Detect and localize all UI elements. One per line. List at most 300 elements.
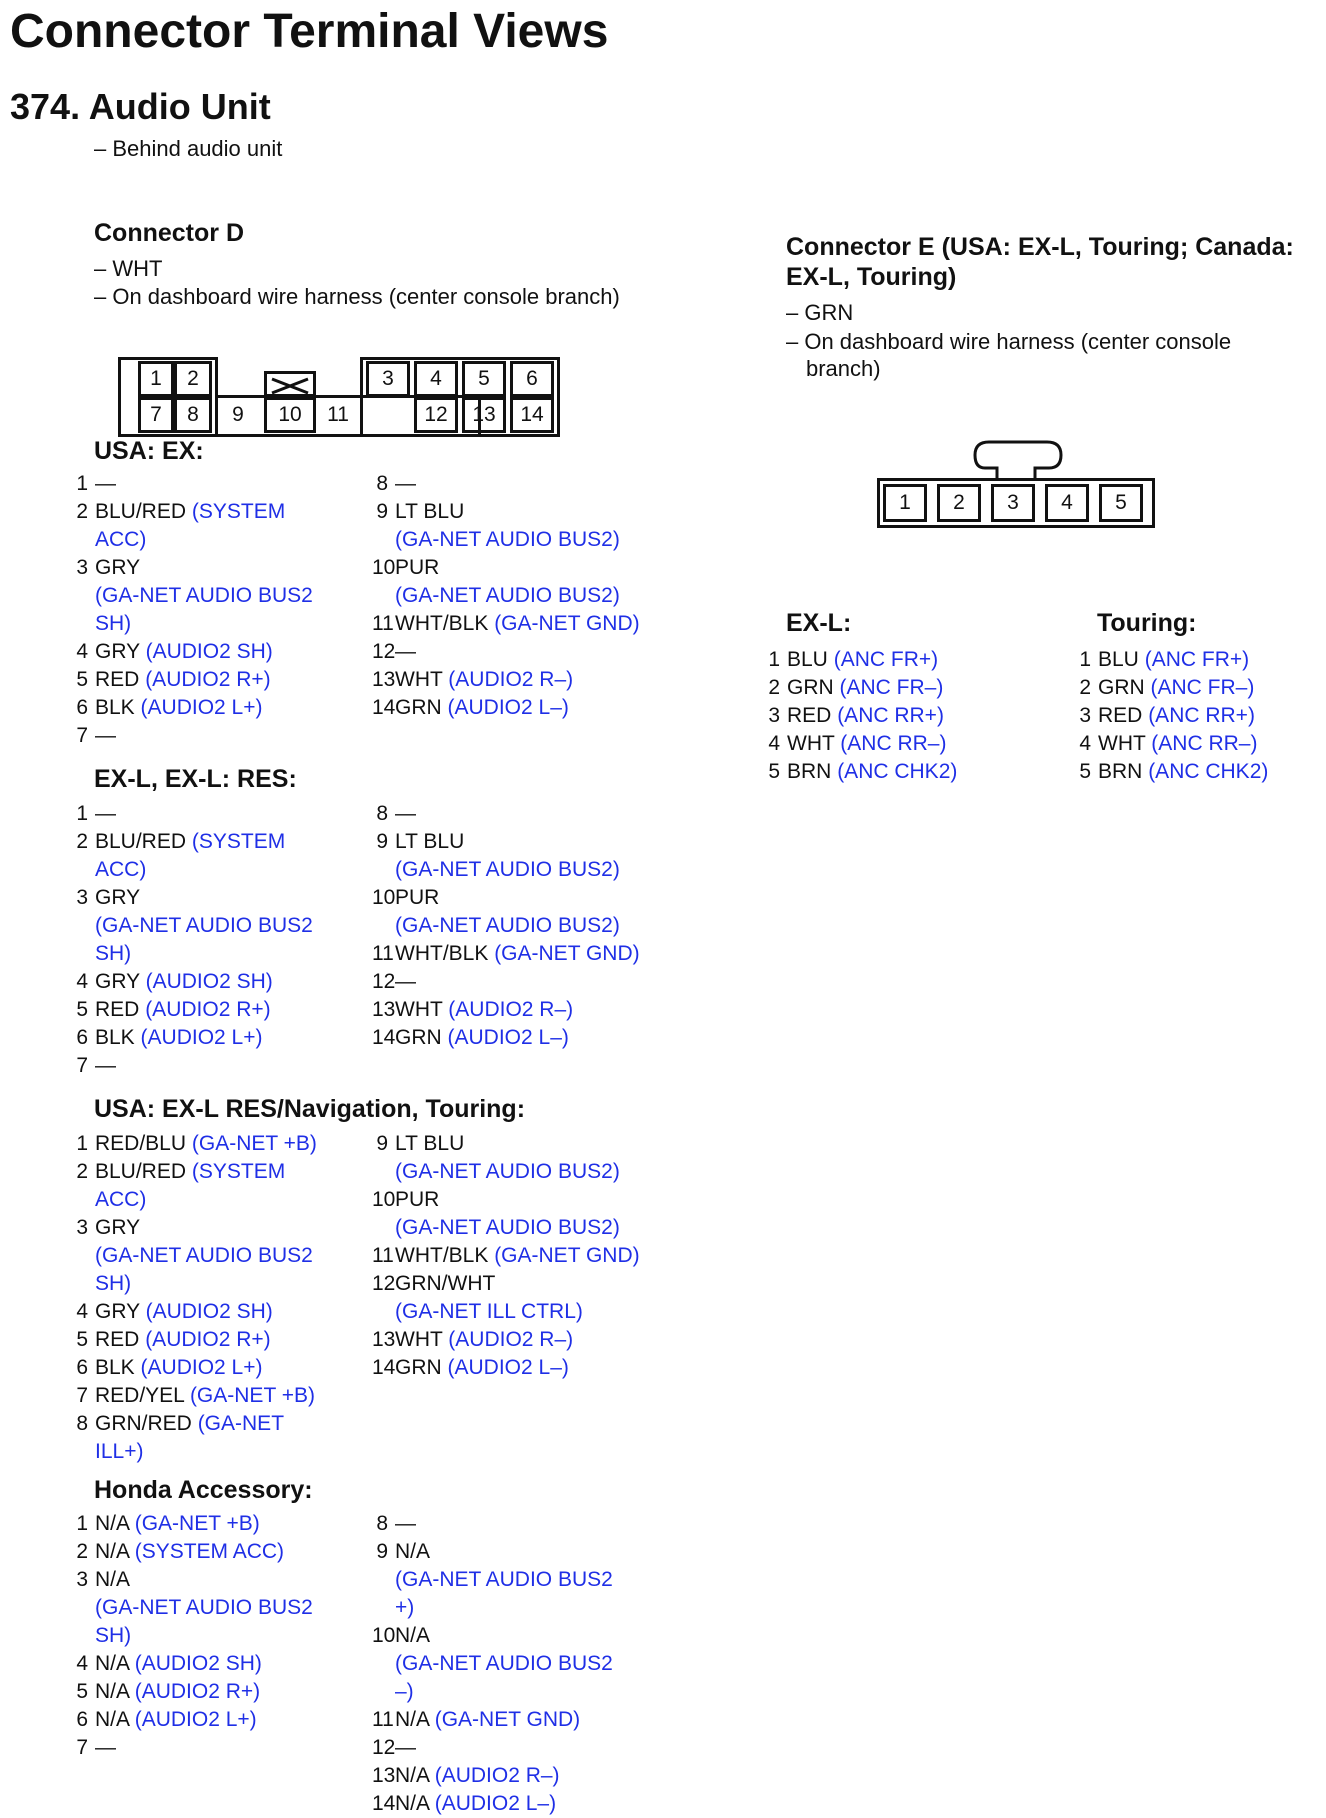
pin-row <box>72 828 332 884</box>
variant-usa-ex-right <box>372 470 662 722</box>
location-note: – Behind audio unit <box>94 136 283 161</box>
section-title: 374. Audio Unit <box>10 86 271 127</box>
pin-function: (AUDIO2 R+) <box>134 1680 261 1703</box>
variant-honda-accessory-right <box>372 1510 632 1818</box>
pin-row <box>72 1298 332 1326</box>
pin-number: 3 <box>76 1568 88 1591</box>
pin-function: (AUDIO2 L+) <box>140 1026 263 1049</box>
wire-color: N/A <box>95 1680 129 1703</box>
pin-number: 8 <box>376 472 388 495</box>
pin-function: (AUDIO2 L–) <box>447 1026 569 1049</box>
pin-number: 13 <box>372 1764 396 1787</box>
pin-function: (GA-NET +B) <box>134 1512 260 1535</box>
pin-number: 9 <box>376 500 388 523</box>
variant-heading-navigation-touring: USA: EX-L RES/Navigation, Touring: <box>94 1095 526 1123</box>
wire-color: BRN <box>1098 760 1143 783</box>
pin-function: (AUDIO2 R–) <box>434 1764 560 1787</box>
connector-d-title: Connector D <box>94 219 244 247</box>
pin-function: (AUDIO2 SH) <box>145 1300 273 1323</box>
pin-number: 11 <box>372 612 394 635</box>
connector-d-note-color: – WHT <box>94 256 163 281</box>
pin-number: 2 <box>768 676 780 699</box>
pin-row <box>372 1024 662 1052</box>
pin-row <box>372 968 662 996</box>
pin-row <box>72 1158 332 1214</box>
pin-function: (ANC RR–) <box>1151 732 1258 755</box>
pin-row <box>72 1024 332 1052</box>
pin-function: (SYSTEM ACC) <box>95 1160 286 1211</box>
wire-color: — <box>395 970 416 993</box>
pin-function: (AUDIO2 R–) <box>448 1328 574 1351</box>
pin-row <box>372 1622 632 1706</box>
connector-e-pin-2: 2 <box>937 484 981 522</box>
pin-row <box>72 996 332 1024</box>
pin-number: 12 <box>372 1736 396 1759</box>
wire-color: GRY <box>95 1300 140 1323</box>
pin-row <box>72 800 332 828</box>
pin-function: (ANC RR–) <box>840 732 947 755</box>
pin-number: 2 <box>76 1540 88 1563</box>
pin-number: 14 <box>372 1792 396 1815</box>
pin-row <box>72 470 332 498</box>
wire-color: WHT <box>395 1328 443 1351</box>
connector-e-heading-touring: Touring: <box>1097 609 1197 637</box>
pin-number: 7 <box>76 724 88 747</box>
wire-color: — <box>95 1054 116 1077</box>
wire-color: GRN <box>395 696 442 719</box>
wire-color: BLU/RED <box>95 1160 187 1183</box>
wire-color: PUR <box>395 1188 440 1211</box>
wire-color: BLU/RED <box>95 500 187 523</box>
pin-row <box>72 1354 332 1382</box>
pin-row <box>372 1186 662 1242</box>
pin-number: 10 <box>372 886 396 909</box>
pin-number: 13 <box>372 668 396 691</box>
pin-function: (AUDIO2 R+) <box>145 998 271 1021</box>
connector-d-pin-12: 12 <box>414 397 458 433</box>
wire-color: WHT <box>1098 732 1146 755</box>
pin-number: 7 <box>76 1054 88 1077</box>
wire-color: GRY <box>95 970 140 993</box>
pin-function: (ANC FR–) <box>1150 676 1255 699</box>
pin-number: 10 <box>372 1624 396 1647</box>
pin-row <box>372 1734 632 1762</box>
wire-color: BLK <box>95 696 135 719</box>
pin-row <box>72 1678 332 1706</box>
pin-row <box>72 1566 332 1650</box>
connector-d-lock-tab <box>264 371 316 397</box>
pin-number: 14 <box>372 1026 396 1049</box>
pin-number: 9 <box>376 830 388 853</box>
pin-number: 5 <box>768 760 780 783</box>
connector-e-pin-1: 1 <box>883 484 927 522</box>
wire-color: RED <box>787 704 832 727</box>
pin-row <box>72 722 332 750</box>
pin-number: 6 <box>76 696 88 719</box>
pin-row <box>72 498 332 554</box>
pin-row <box>372 694 662 722</box>
connector-e-diagram <box>877 440 1155 530</box>
pin-row <box>72 694 332 722</box>
pin-number: 5 <box>76 668 88 691</box>
wire-color: — <box>95 1736 116 1759</box>
wire-color: WHT/BLK <box>395 612 489 635</box>
pin-number: 5 <box>76 1680 88 1703</box>
pin-row <box>72 1326 332 1354</box>
wire-color: PUR <box>395 556 440 579</box>
pin-number: 7 <box>76 1736 88 1759</box>
pin-number: 6 <box>76 1356 88 1379</box>
pin-function: (ANC RR+) <box>1148 704 1255 727</box>
wire-color: GRN/WHT <box>395 1272 496 1295</box>
wire-color: GRN <box>787 676 834 699</box>
pin-function: (AUDIO2 R+) <box>145 668 271 691</box>
wire-color: — <box>395 472 416 495</box>
variant-heading-usa-ex: USA: EX: <box>94 437 204 465</box>
pin-row <box>372 666 662 694</box>
connector-e-title: Connector E (USA: EX-L, Touring; Canada: EX-L, Touring) <box>786 233 1294 291</box>
pin-row <box>764 730 1024 758</box>
pin-row <box>1075 730 1305 758</box>
pin-row <box>372 884 662 940</box>
pin-row <box>372 940 662 968</box>
pin-row <box>372 638 662 666</box>
pin-function: (GA-NET AUDIO BUS2) <box>395 858 620 881</box>
pin-row <box>372 1790 632 1818</box>
pin-row <box>372 470 662 498</box>
wire-color: N/A <box>95 1568 131 1591</box>
pin-row <box>372 498 662 554</box>
pin-function: (GA-NET AUDIO BUS2 +) <box>395 1568 613 1619</box>
wire-color: GRY <box>95 1216 141 1239</box>
pin-number: 3 <box>76 556 88 579</box>
connector-d-pin-8: 8 <box>174 397 212 433</box>
pin-row <box>1075 702 1305 730</box>
pin-number: 2 <box>76 830 88 853</box>
wire-color: LT BLU <box>395 1132 465 1155</box>
pin-function: (AUDIO2 L–) <box>447 696 569 719</box>
pin-number: 13 <box>372 1328 396 1351</box>
wire-color: N/A <box>395 1792 429 1815</box>
variant-heading-exl-res: EX-L, EX-L: RES: <box>94 765 297 793</box>
variant-usa-ex-left <box>72 470 332 750</box>
pin-row <box>372 1242 662 1270</box>
pin-number: 12 <box>372 970 396 993</box>
connector-e-lock-tab <box>973 440 1063 480</box>
pin-number: 1 <box>76 472 88 495</box>
pin-function: (GA-NET +B) <box>189 1384 315 1407</box>
pin-number: 1 <box>1079 648 1091 671</box>
pin-function: (GA-NET AUDIO BUS2) <box>395 584 620 607</box>
pin-row <box>1075 674 1305 702</box>
pin-row <box>372 1538 632 1622</box>
pin-number: 4 <box>76 1652 88 1675</box>
connector-d-pin-9: 9 <box>232 403 244 426</box>
pin-row <box>372 1706 632 1734</box>
pin-row <box>72 554 332 638</box>
wire-color: BLK <box>95 1356 135 1379</box>
pin-number: 4 <box>768 732 780 755</box>
wire-color: RED/YEL <box>95 1384 185 1407</box>
pin-number: 6 <box>76 1708 88 1731</box>
wire-color: GRY <box>95 556 141 579</box>
pin-row <box>372 1130 662 1186</box>
pin-number: 1 <box>768 648 780 671</box>
connector-e-pin-4: 4 <box>1045 484 1089 522</box>
pin-function: (GA-NET AUDIO BUS2) <box>395 914 620 937</box>
pin-number: 11 <box>372 942 394 965</box>
pin-function: (AUDIO2 L–) <box>434 1792 557 1815</box>
pin-number: 2 <box>76 1160 88 1183</box>
wire-color: N/A <box>95 1512 129 1535</box>
pin-function: (SYSTEM ACC) <box>95 830 286 881</box>
pin-number: 5 <box>1079 760 1091 783</box>
pin-row <box>372 828 662 884</box>
pin-row <box>372 1762 632 1790</box>
pin-number: 2 <box>76 500 88 523</box>
connector-d-note-location: – On dashboard wire harness (center console branch) <box>94 284 620 309</box>
wire-color: RED <box>1098 704 1143 727</box>
wire-color: — <box>395 640 416 663</box>
wire-color: — <box>95 724 116 747</box>
wire-color: N/A <box>395 1764 429 1787</box>
pin-number: 12 <box>372 1272 396 1295</box>
pin-number: 7 <box>76 1384 88 1407</box>
variant-exl-res-left <box>72 800 332 1080</box>
connector-d-pin-5: 5 <box>462 361 506 397</box>
wire-color: WHT/BLK <box>395 942 489 965</box>
connector-d-pin-2: 2 <box>174 361 212 397</box>
pin-row <box>72 1734 332 1762</box>
wire-color: N/A <box>95 1652 129 1675</box>
wire-color: WHT <box>395 998 443 1021</box>
pin-function: (GA-NET AUDIO BUS2 –) <box>395 1652 613 1703</box>
wire-color: LT BLU <box>395 830 465 853</box>
wire-color: BRN <box>787 760 832 783</box>
wire-color: N/A <box>95 1540 129 1563</box>
pin-row <box>1075 646 1305 674</box>
pin-function: (AUDIO2 R–) <box>448 668 574 691</box>
wire-color: LT BLU <box>395 500 465 523</box>
pin-number: 1 <box>76 1512 88 1535</box>
wire-color: RED/BLU <box>95 1132 187 1155</box>
pin-number: 11 <box>372 1244 394 1267</box>
wire-color: — <box>95 802 116 825</box>
pin-function: (GA-NET AUDIO BUS2 SH) <box>95 1596 313 1647</box>
pin-row <box>764 674 1024 702</box>
pin-row <box>72 638 332 666</box>
connector-d-diagram <box>118 357 560 437</box>
pin-function: (AUDIO2 L–) <box>447 1356 569 1379</box>
pin-number: 12 <box>372 640 396 663</box>
pin-row <box>764 758 1024 786</box>
connector-d-pin-6: 6 <box>510 361 554 397</box>
pin-function: (AUDIO2 SH) <box>145 970 273 993</box>
wire-color: WHT <box>395 668 443 691</box>
pin-function: (ANC CHK2) <box>1148 760 1269 783</box>
connector-e-heading-exl: EX-L: <box>786 609 852 637</box>
pin-row <box>72 1538 332 1566</box>
connector-d-pin-10: 10 <box>264 397 316 433</box>
pin-function: (GA-NET GND) <box>494 1244 640 1267</box>
pin-number: 8 <box>76 1412 88 1435</box>
pin-number: 3 <box>768 704 780 727</box>
pin-row <box>72 666 332 694</box>
wire-color: GRY <box>95 640 140 663</box>
connector-d-pin-11: 11 <box>327 403 349 426</box>
pin-function: (GA-NET +B) <box>191 1132 317 1155</box>
connector-e-touring-list <box>1075 646 1305 786</box>
pin-function: (GA-NET AUDIO BUS2) <box>395 1160 620 1183</box>
pin-number: 6 <box>76 1026 88 1049</box>
wire-color: — <box>95 472 116 495</box>
variant-navigation-touring-right <box>372 1130 662 1382</box>
pin-number: 1 <box>76 1132 88 1155</box>
pin-number: 14 <box>372 1356 396 1379</box>
connector-d-pin-1: 1 <box>138 361 174 397</box>
wire-color: PUR <box>395 886 440 909</box>
pin-function: (AUDIO2 L+) <box>134 1708 257 1731</box>
pin-function: (GA-NET GND) <box>494 612 640 635</box>
wire-color: N/A <box>395 1540 431 1563</box>
wire-color: RED <box>95 668 140 691</box>
wire-color: — <box>395 1512 416 1535</box>
wire-color: N/A <box>395 1624 431 1647</box>
pin-number: 11 <box>372 1708 394 1731</box>
pin-number: 8 <box>376 1512 388 1535</box>
pin-row <box>372 610 662 638</box>
wire-color: RED <box>95 1328 140 1351</box>
connector-d-pin-7: 7 <box>138 397 174 433</box>
pin-function: (SYSTEM ACC) <box>95 500 286 551</box>
pin-row <box>72 1410 332 1466</box>
pin-function: (GA-NET ILL+) <box>95 1412 284 1463</box>
variant-honda-accessory-left <box>72 1510 332 1762</box>
pin-row <box>372 554 662 610</box>
pin-function: (ANC FR+) <box>833 648 939 671</box>
pin-function: (ANC CHK2) <box>837 760 958 783</box>
pin-row <box>72 1214 332 1298</box>
pin-row <box>764 646 1024 674</box>
connector-d-pin-4: 4 <box>414 361 458 397</box>
pin-row <box>72 968 332 996</box>
pin-number: 4 <box>76 640 88 663</box>
pin-row <box>72 1510 332 1538</box>
pin-number: 9 <box>376 1540 388 1563</box>
pin-row <box>372 1326 662 1354</box>
connector-d-pin-14: 14 <box>510 397 554 433</box>
variant-navigation-touring-left <box>72 1130 332 1466</box>
pin-function: (AUDIO2 L+) <box>140 696 263 719</box>
connector-e-note-location: – On dashboard wire harness (center console branch) <box>786 329 1232 381</box>
pin-number: 5 <box>76 998 88 1021</box>
connector-e-pin-3: 3 <box>991 484 1035 522</box>
pin-row <box>372 996 662 1024</box>
pin-function: (GA-NET ILL CTRL) <box>395 1300 583 1323</box>
pin-number: 8 <box>376 802 388 825</box>
pin-number: 5 <box>76 1328 88 1351</box>
wire-color: BLU <box>787 648 828 671</box>
pin-function: (AUDIO2 R+) <box>145 1328 271 1351</box>
pin-row <box>372 1510 632 1538</box>
pin-function: (GA-NET AUDIO BUS2) <box>395 1216 620 1239</box>
connector-d-pin-3: 3 <box>366 361 410 397</box>
pin-row <box>72 1382 332 1410</box>
pin-number: 4 <box>1079 732 1091 755</box>
pin-function: (GA-NET GND) <box>434 1708 581 1731</box>
pin-row <box>764 702 1024 730</box>
pin-function: (ANC RR+) <box>837 704 944 727</box>
variant-exl-res-right <box>372 800 662 1052</box>
pin-function: (ANC FR+) <box>1144 648 1250 671</box>
pin-row <box>372 800 662 828</box>
variant-heading-honda-accessory: Honda Accessory: <box>94 1476 313 1504</box>
pin-row <box>72 1130 332 1158</box>
connector-e-pin-5: 5 <box>1099 484 1143 522</box>
pin-number: 3 <box>76 1216 88 1239</box>
pin-number: 3 <box>1079 704 1091 727</box>
wire-color: N/A <box>95 1708 129 1731</box>
wire-color: BLU <box>1098 648 1139 671</box>
pin-row <box>372 1354 662 1382</box>
pin-row <box>372 1270 662 1326</box>
wire-color: WHT/BLK <box>395 1244 489 1267</box>
pin-number: 9 <box>376 1132 388 1155</box>
pin-function: (GA-NET GND) <box>494 942 640 965</box>
pin-row <box>72 1052 332 1080</box>
pin-row <box>72 1650 332 1678</box>
pin-function: (GA-NET AUDIO BUS2) <box>395 528 620 551</box>
pin-function: (ANC FR–) <box>839 676 944 699</box>
wire-color: GRN/RED <box>95 1412 192 1435</box>
wire-color: BLK <box>95 1026 135 1049</box>
connector-e-exl-list <box>764 646 1024 786</box>
wire-color: — <box>395 802 416 825</box>
connector-d-pin-13: 13 <box>462 397 506 433</box>
pin-function: (GA-NET AUDIO BUS2 SH) <box>95 584 313 635</box>
pin-function: (GA-NET AUDIO BUS2 SH) <box>95 1244 313 1295</box>
pin-function: (AUDIO2 SH) <box>134 1652 262 1675</box>
wire-color: GRY <box>95 886 141 909</box>
pin-number: 14 <box>372 696 396 719</box>
pin-function: (SYSTEM ACC) <box>134 1540 285 1563</box>
pin-row <box>72 1706 332 1734</box>
connector-e-note-color: – GRN <box>786 300 854 325</box>
pin-number: 2 <box>1079 676 1091 699</box>
wire-color: GRN <box>395 1026 442 1049</box>
page-title: Connector Terminal Views <box>10 5 609 58</box>
wire-color: BLU/RED <box>95 830 187 853</box>
pin-row <box>72 884 332 968</box>
pin-function: (GA-NET AUDIO BUS2 SH) <box>95 914 313 965</box>
pin-number: 13 <box>372 998 396 1021</box>
pin-function: (AUDIO2 R–) <box>448 998 574 1021</box>
wire-color: — <box>395 1736 416 1759</box>
pin-number: 10 <box>372 1188 396 1211</box>
wire-color: RED <box>95 998 140 1021</box>
wire-color: N/A <box>395 1708 429 1731</box>
wire-color: GRN <box>1098 676 1145 699</box>
pin-function: (AUDIO2 SH) <box>145 640 273 663</box>
wire-color: WHT <box>787 732 835 755</box>
pin-number: 1 <box>76 802 88 825</box>
wire-color: GRN <box>395 1356 442 1379</box>
pin-number: 4 <box>76 1300 88 1323</box>
pin-number: 10 <box>372 556 396 579</box>
pin-number: 3 <box>76 886 88 909</box>
pin-row <box>1075 758 1305 786</box>
pin-number: 4 <box>76 970 88 993</box>
